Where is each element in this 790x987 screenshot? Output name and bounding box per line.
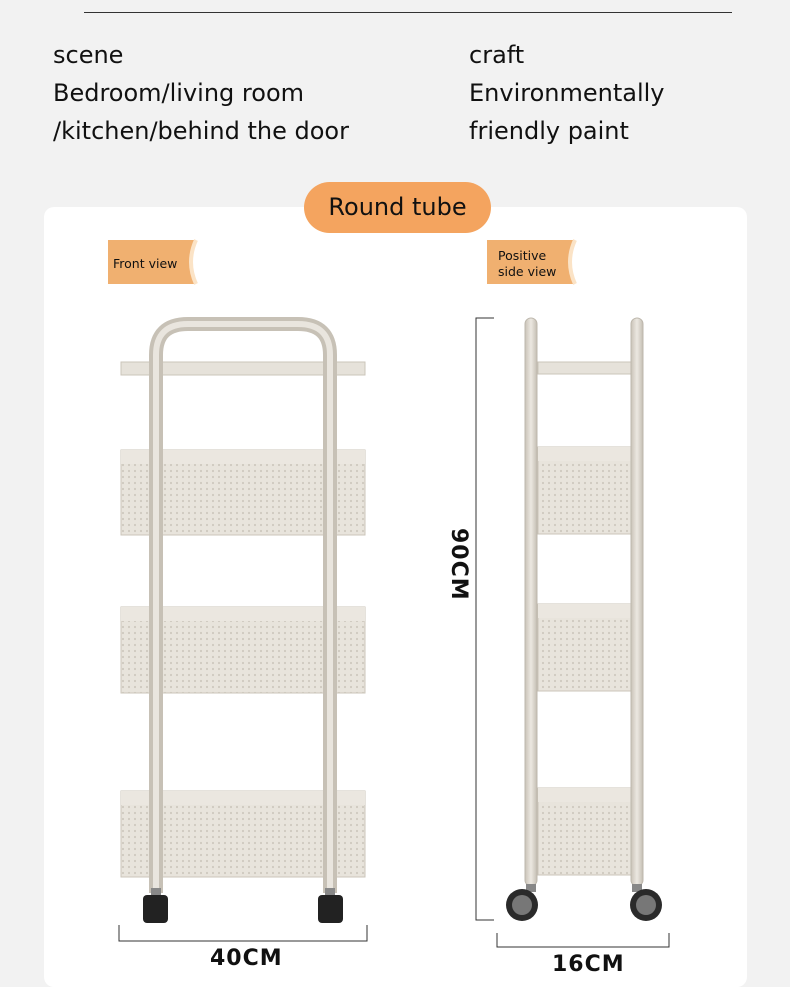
side-view-trolley xyxy=(476,318,669,947)
side-view-tag-line-2: side view xyxy=(498,264,557,279)
side-post-right xyxy=(631,318,643,886)
side-basket-2 xyxy=(538,604,631,691)
front-view-trolley xyxy=(119,324,367,941)
front-view-tag xyxy=(108,240,196,284)
side-basket-3 xyxy=(538,788,631,875)
side-depth-label: 16CM xyxy=(552,952,625,977)
side-height-label: 90CM xyxy=(446,528,471,601)
craft-heading: craft xyxy=(469,41,525,69)
front-width-label: 40CM xyxy=(210,946,283,971)
scene-line-2: /kitchen/behind the door xyxy=(53,117,349,145)
side-wheel-left xyxy=(506,884,538,921)
scene-heading: scene xyxy=(53,41,124,69)
scene-line-1: Bedroom/living room xyxy=(53,79,305,107)
craft-line-1: Environmentally xyxy=(469,79,665,107)
side-basket-1 xyxy=(538,447,631,534)
side-view-tag-line-1: Positive xyxy=(498,248,547,263)
side-view-tag xyxy=(487,240,575,284)
craft-line-2: friendly paint xyxy=(469,117,629,145)
side-depth-dimension xyxy=(497,933,669,947)
side-wheel-right xyxy=(630,884,662,921)
front-wheel-right xyxy=(318,888,343,923)
front-width-dimension xyxy=(119,925,367,941)
front-wheel-left xyxy=(143,888,168,923)
side-height-dimension xyxy=(476,318,494,920)
round-tube-badge: Round tube xyxy=(304,182,491,233)
side-post-left xyxy=(525,318,537,886)
side-top-shelf xyxy=(538,362,631,374)
front-view-tag-label: Front view xyxy=(113,256,178,271)
